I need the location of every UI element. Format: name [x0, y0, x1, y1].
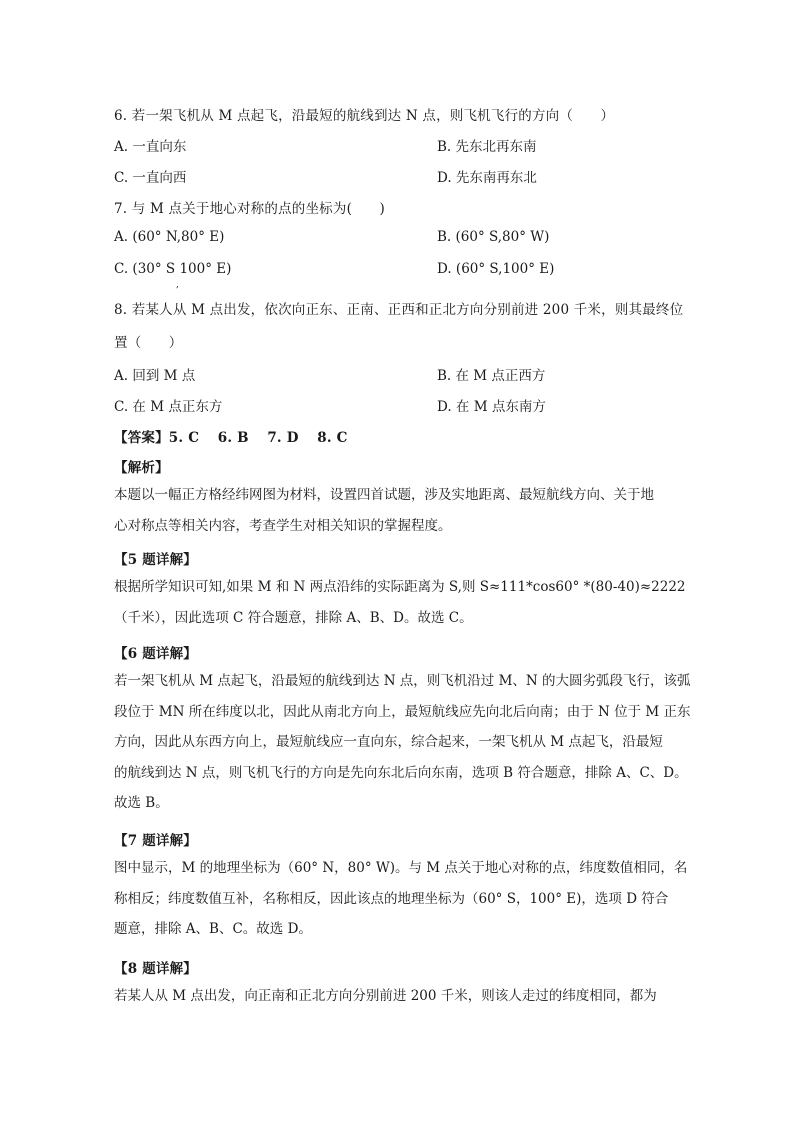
analysis-line: 本题以一幅正方格经纬网图为材料，设置四首试题，涉及实地距离、最短航线方向、关于地: [114, 487, 654, 503]
q6-option-b: B. 先东北再东南: [437, 139, 537, 155]
q7-detail-line: 图中显示，M 的地理坐标为（60° N，80° W)。与 M 点关于地心对称的点，纬度数值相同，名: [114, 860, 688, 876]
q6-option-a: A. 一直向东: [114, 139, 187, 155]
q5-detail-line: （千米），因此选项 C 符合题意，排除 A、B、D。故选 C。: [114, 609, 473, 626]
q8-detail-heading: 【8 题详解】: [114, 961, 197, 977]
q8-stem-line-2: 置（ ）: [114, 335, 183, 351]
q5-detail-paragraph: [114, 572, 686, 633]
q6-detail-paragraph: [114, 666, 691, 819]
q7-stem: 7. 与 M 点关于地心对称的点的坐标为( ): [114, 201, 385, 217]
q7-option-a: A. (60° N,80° E): [114, 229, 225, 245]
q8-option-c: C. 在 M 点正东方: [114, 399, 223, 415]
q7-detail-paragraph: [114, 853, 688, 945]
q8-detail-paragraph: [114, 981, 682, 1012]
q6-detail-line: 的航线到达 N 点，则飞机飞行的方向是先向东北后向东南，选项 B 符合题意，排除 A、C、D。: [114, 764, 688, 781]
q6-detail-line: 方向，因此从东西方向上，最短航线应一直向东，综合起来，一架飞机从 M 点起飞，沿最短: [114, 734, 663, 751]
q6-detail-heading: 【6 题详解】: [114, 646, 197, 662]
q7-detail-heading: 【7 题详解】: [114, 833, 197, 849]
q5-detail-heading: 【5 题详解】: [114, 552, 197, 568]
q8-option-a: A. 回到 M 点: [114, 368, 196, 384]
q8-detail-line: 若某人从 M 点出发，向正南和正北方向分别前进 200 千米，则该人走过的纬度相同，都为: [114, 988, 657, 1004]
analysis-heading: 【解析】: [114, 460, 169, 476]
q7-option-d: D. (60° S,100° E): [437, 261, 555, 277]
q6-detail-line: 段位于 MN 所在纬度以北，因此从南北方向上，最短航线应先向北后向南；由于 N 位于 M 正东: [114, 703, 691, 720]
q6-option-c: C. 一直向西: [114, 170, 187, 186]
answer-line: 【答案】5. C 6. B 7. D 8. C: [114, 430, 348, 446]
analysis-line: 心对称点等相关内容，考查学生对相关知识的掌握程度。: [114, 517, 452, 534]
q7-detail-line: 称相反；纬度数值互补，名称相反，因此该点的地理坐标为（60° S，100° E)，选项 D 符合: [114, 890, 669, 907]
q8-option-d: D. 在 M 点东南方: [437, 399, 546, 415]
q8-option-b: B. 在 M 点正西方: [437, 368, 546, 384]
q6-detail-line: 故选 B。: [114, 795, 169, 812]
q7-detail-line: 题意，排除 A、B、C。故选 D。: [114, 921, 312, 938]
q8-stem-line-1: 8. 若某人从 M 点出发，依次向正东、正南、正西和正北方向分别前进 200 千米，则其最终位: [114, 302, 684, 318]
analysis-paragraph: [114, 480, 682, 541]
stray-comma-mark: ,: [176, 280, 179, 290]
q6-option-d: D. 先东南再东北: [437, 170, 537, 186]
q5-detail-line: 根据所学知识可知,如果 M 和 N 两点沿纬的实际距离为 S,则 S≈111*cos60° *(80-40)≈2222: [114, 579, 686, 595]
q6-detail-line: 若一架飞机从 M 点起飞，沿最短的航线到达 N 点，则飞机沿过 M、N 的大圆劣弧段飞行，该弧: [114, 673, 691, 689]
q7-option-b: B. (60° S,80° W): [437, 229, 550, 245]
q6-stem: 6. 若一架飞机从 M 点起飞，沿最短的航线到达 N 点，则飞机飞行的方向（ ）: [114, 108, 615, 124]
q7-option-c: C. (30° S 100° E): [114, 261, 232, 277]
